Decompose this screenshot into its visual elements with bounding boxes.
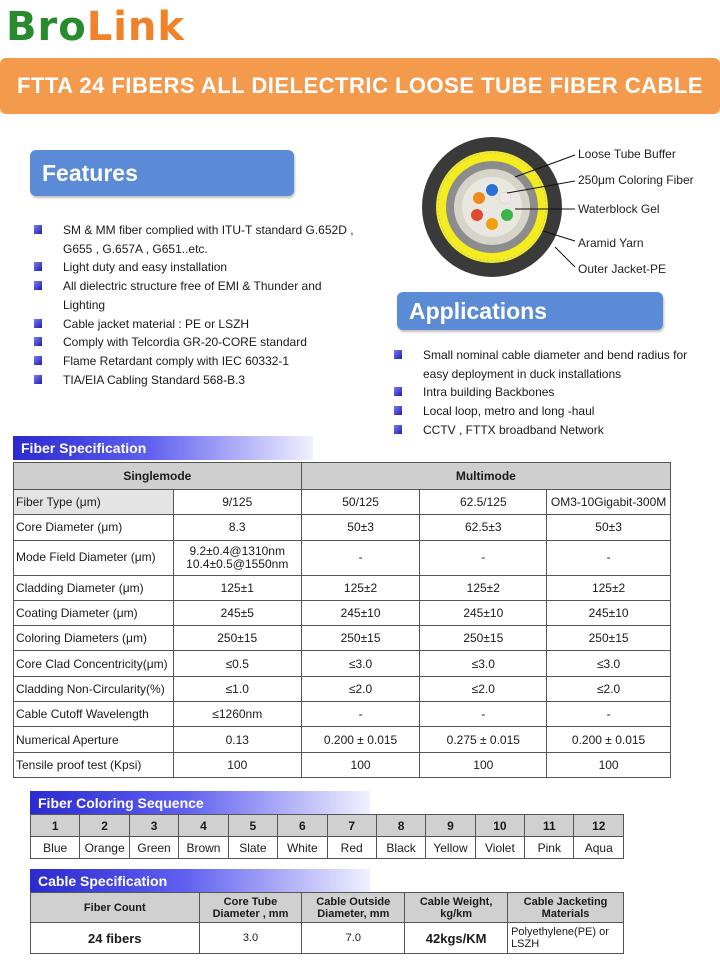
spec-label: Fiber Type (μm) <box>14 490 174 515</box>
spec-value: 0.200 ± 0.015 <box>301 727 420 752</box>
spec-value: 250±15 <box>301 626 420 651</box>
fiber-number: 11 <box>525 815 574 837</box>
spec-value: 245±10 <box>301 600 420 625</box>
logo-part-link: Link <box>86 4 185 50</box>
spec-value: ≤1260nm <box>173 702 301 727</box>
label-coloring-fiber: 250μm Coloring Fiber <box>578 173 694 187</box>
header-outside-line2: Diameter, mm <box>317 907 390 920</box>
fiber-color: Pink <box>525 837 574 859</box>
spec-value: OM3-10Gigabit-300M <box>547 490 671 515</box>
spec-label: Core Diameter (μm) <box>14 515 174 540</box>
fiber-dot-red <box>471 209 483 221</box>
spec-value: ≤3.0 <box>547 651 671 676</box>
spec-value: - <box>420 702 547 727</box>
spec-label: Numerical Aperture <box>14 727 174 752</box>
application-item: Local loop, metro and long -haul <box>394 402 714 421</box>
fiber-dot-orange <box>473 192 485 204</box>
spec-row <box>14 626 671 651</box>
spec-value: 50/125 <box>301 490 420 515</box>
fiber-number: 9 <box>426 815 475 837</box>
feature-item: TIA/EIA Cabling Standard 568-B.3 <box>34 371 354 390</box>
feature-item: Light duty and easy installation <box>34 258 354 277</box>
fiber-color: Violet <box>475 837 524 859</box>
feature-item: Cable jacket material : PE or LSZH <box>34 315 354 334</box>
fiber-dot-yellow <box>486 218 498 230</box>
coloring-sequence-heading: Fiber Coloring Sequence <box>30 791 370 815</box>
cable-spec-table <box>30 892 624 954</box>
spec-value: 100 <box>547 752 671 777</box>
fiber-dot-blue <box>486 184 498 196</box>
spec-value: 250±15 <box>420 626 547 651</box>
header-core-tube-line2: Diameter , mm <box>212 907 289 920</box>
spec-value: - <box>301 540 420 575</box>
value-core-tube: 3.0 <box>199 923 302 954</box>
spec-value: 125±2 <box>420 575 547 600</box>
page-title: FTTA 24 FIBERS ALL DIELECTRIC LOOSE TUBE FIBER CABLE <box>16 73 704 98</box>
spec-value-mfd <box>173 540 301 575</box>
value-jacketing <box>508 923 624 954</box>
spec-value: 100 <box>301 752 420 777</box>
spec-value: ≤1.0 <box>173 676 301 701</box>
label-loose-tube-buffer: Loose Tube Buffer <box>578 147 676 161</box>
feature-item: Flame Retardant comply with IEC 60332-1 <box>34 352 354 371</box>
spec-row <box>14 600 671 625</box>
fiber-number: 2 <box>80 815 129 837</box>
fiber-number: 3 <box>129 815 178 837</box>
spec-label: Mode Field Diameter (μm) <box>14 540 174 575</box>
spec-label: Cable Cutoff Wavelength <box>14 702 174 727</box>
header-jacket-line2: Materials <box>541 907 590 920</box>
header-weight-line2: kg/km <box>440 907 473 920</box>
fiber-color: Blue <box>31 837 80 859</box>
value-outside-diameter: 7.0 <box>302 923 405 954</box>
fiber-color: Aqua <box>574 837 624 859</box>
spec-value: - <box>547 540 671 575</box>
spec-value: 50±3 <box>301 515 420 540</box>
spec-row <box>14 702 671 727</box>
title-banner <box>0 58 720 114</box>
spec-label: Core Clad Concentricity(μm) <box>14 651 174 676</box>
fiber-color: Yellow <box>426 837 475 859</box>
fiber-color: Black <box>376 837 425 859</box>
features-heading: Features <box>30 150 294 196</box>
fiber-dot-white <box>499 192 511 204</box>
spec-value: 245±5 <box>173 600 301 625</box>
fiber-number: 4 <box>179 815 228 837</box>
spec-label: Tensile proof test (Kpsi) <box>14 752 174 777</box>
spec-value: ≤3.0 <box>301 651 420 676</box>
label-aramid-yarn: Aramid Yarn <box>578 236 644 250</box>
spec-row <box>14 515 671 540</box>
header-core-tube-line1: Core Tube <box>223 895 278 908</box>
cable-spec-value-row <box>31 923 624 954</box>
application-item: CCTV , FTTX broadband Network <box>394 421 714 440</box>
header-jacketing <box>508 893 624 923</box>
group-header-multimode: Multimode <box>301 463 670 490</box>
spec-value: - <box>547 702 671 727</box>
value-jacket-line2: LSZH <box>511 938 540 950</box>
header-jacket-line1: Cable Jacketing <box>523 895 608 908</box>
spec-value: 9/125 <box>173 490 301 515</box>
spec-row <box>14 575 671 600</box>
applications-list <box>394 346 714 440</box>
leader-line-jacket <box>555 247 575 267</box>
value-jacket-line1: Polyethylene(PE) or <box>511 926 609 938</box>
feature-item: Comply with Telcordia GR-20-CORE standard <box>34 333 354 352</box>
mfd-line-1550: 10.4±0.5@1550nm <box>186 556 289 571</box>
spec-value: - <box>301 702 420 727</box>
spec-label: Coloring Diameters (μm) <box>14 626 174 651</box>
header-weight <box>405 893 508 923</box>
coloring-number-row <box>31 815 624 837</box>
application-item: Intra building Backbones <box>394 383 714 402</box>
header-fiber-count: Fiber Count <box>31 893 200 923</box>
fiber-spec-table <box>13 462 671 778</box>
spec-value: 0.200 ± 0.015 <box>547 727 671 752</box>
header-outside-diameter <box>302 893 405 923</box>
applications-heading: Applications <box>397 292 663 330</box>
spec-value: 0.275 ± 0.015 <box>420 727 547 752</box>
spec-row <box>14 651 671 676</box>
spec-row <box>14 727 671 752</box>
spec-value: 0.13 <box>173 727 301 752</box>
value-fiber-count: 24 fibers <box>31 923 200 954</box>
header-core-tube <box>199 893 302 923</box>
spec-row <box>14 752 671 777</box>
spec-label: Coating Diameter (μm) <box>14 600 174 625</box>
value-weight: 42kgs/KM <box>405 923 508 954</box>
feature-item: All dielectric structure free of EMI & Thunder and Lighting <box>34 277 354 314</box>
cable-cross-section-diagram <box>415 135 720 285</box>
spec-value: 50±3 <box>547 515 671 540</box>
fiber-number: 6 <box>278 815 327 837</box>
spec-value: 250±15 <box>173 626 301 651</box>
logo-part-bro: Bro <box>6 4 87 50</box>
fiber-number: 7 <box>327 815 376 837</box>
fiber-color: Orange <box>80 837 129 859</box>
spec-value: 250±15 <box>547 626 671 651</box>
fiber-number: 8 <box>376 815 425 837</box>
fiber-color: Brown <box>179 837 228 859</box>
spec-label: Cladding Non-Circularity(%) <box>14 676 174 701</box>
spec-value: ≤2.0 <box>547 676 671 701</box>
spec-value: 62.5±3 <box>420 515 547 540</box>
coloring-color-row <box>31 837 624 859</box>
spec-value: 100 <box>420 752 547 777</box>
features-list <box>34 221 354 389</box>
fiber-number: 1 <box>31 815 80 837</box>
spec-value: - <box>420 540 547 575</box>
fiber-number: 12 <box>574 815 624 837</box>
spec-value: 245±10 <box>547 600 671 625</box>
spec-value: ≤2.0 <box>420 676 547 701</box>
cable-spec-heading: Cable Specification <box>30 869 370 893</box>
fiber-color: Slate <box>228 837 277 859</box>
application-item: Small nominal cable diameter and bend radius for easy deployment in duck installations <box>394 346 714 383</box>
spec-row <box>14 676 671 701</box>
label-waterblock-gel: Waterblock Gel <box>578 202 660 216</box>
feature-item: SM & MM fiber complied with ITU-T standard G.652D , G655 , G.657A , G651..etc. <box>34 221 354 258</box>
fiber-number: 5 <box>228 815 277 837</box>
spec-value: 8.3 <box>173 515 301 540</box>
fiber-spec-heading: Fiber Specification <box>13 436 313 460</box>
header-outside-line1: Cable Outside <box>316 895 391 908</box>
label-outer-jacket: Outer Jacket-PE <box>578 262 667 276</box>
fiber-color: White <box>278 837 327 859</box>
spec-value: 62.5/125 <box>420 490 547 515</box>
mfd-line-1310: 9.2±0.4@1310nm <box>189 543 285 558</box>
fiber-dot-green <box>501 209 513 221</box>
spec-value: 100 <box>173 752 301 777</box>
brand-logo <box>6 4 185 50</box>
spec-value: 125±2 <box>547 575 671 600</box>
spec-value: ≤2.0 <box>301 676 420 701</box>
spec-value: ≤0.5 <box>173 651 301 676</box>
spec-row <box>14 490 671 515</box>
fiber-number: 10 <box>475 815 524 837</box>
coloring-sequence-table <box>30 814 624 859</box>
header-weight-line1: Cable Weight, <box>419 895 493 908</box>
spec-row <box>14 540 671 575</box>
spec-label: Cladding Diameter (μm) <box>14 575 174 600</box>
cable-spec-header-row <box>31 893 624 923</box>
group-header-singlemode: Singlemode <box>14 463 302 490</box>
spec-value: ≤3.0 <box>420 651 547 676</box>
spec-value: 245±10 <box>420 600 547 625</box>
spec-value: 125±2 <box>301 575 420 600</box>
spec-group-header-row <box>14 463 671 490</box>
fiber-color: Green <box>129 837 178 859</box>
spec-value: 125±1 <box>173 575 301 600</box>
fiber-color: Red <box>327 837 376 859</box>
